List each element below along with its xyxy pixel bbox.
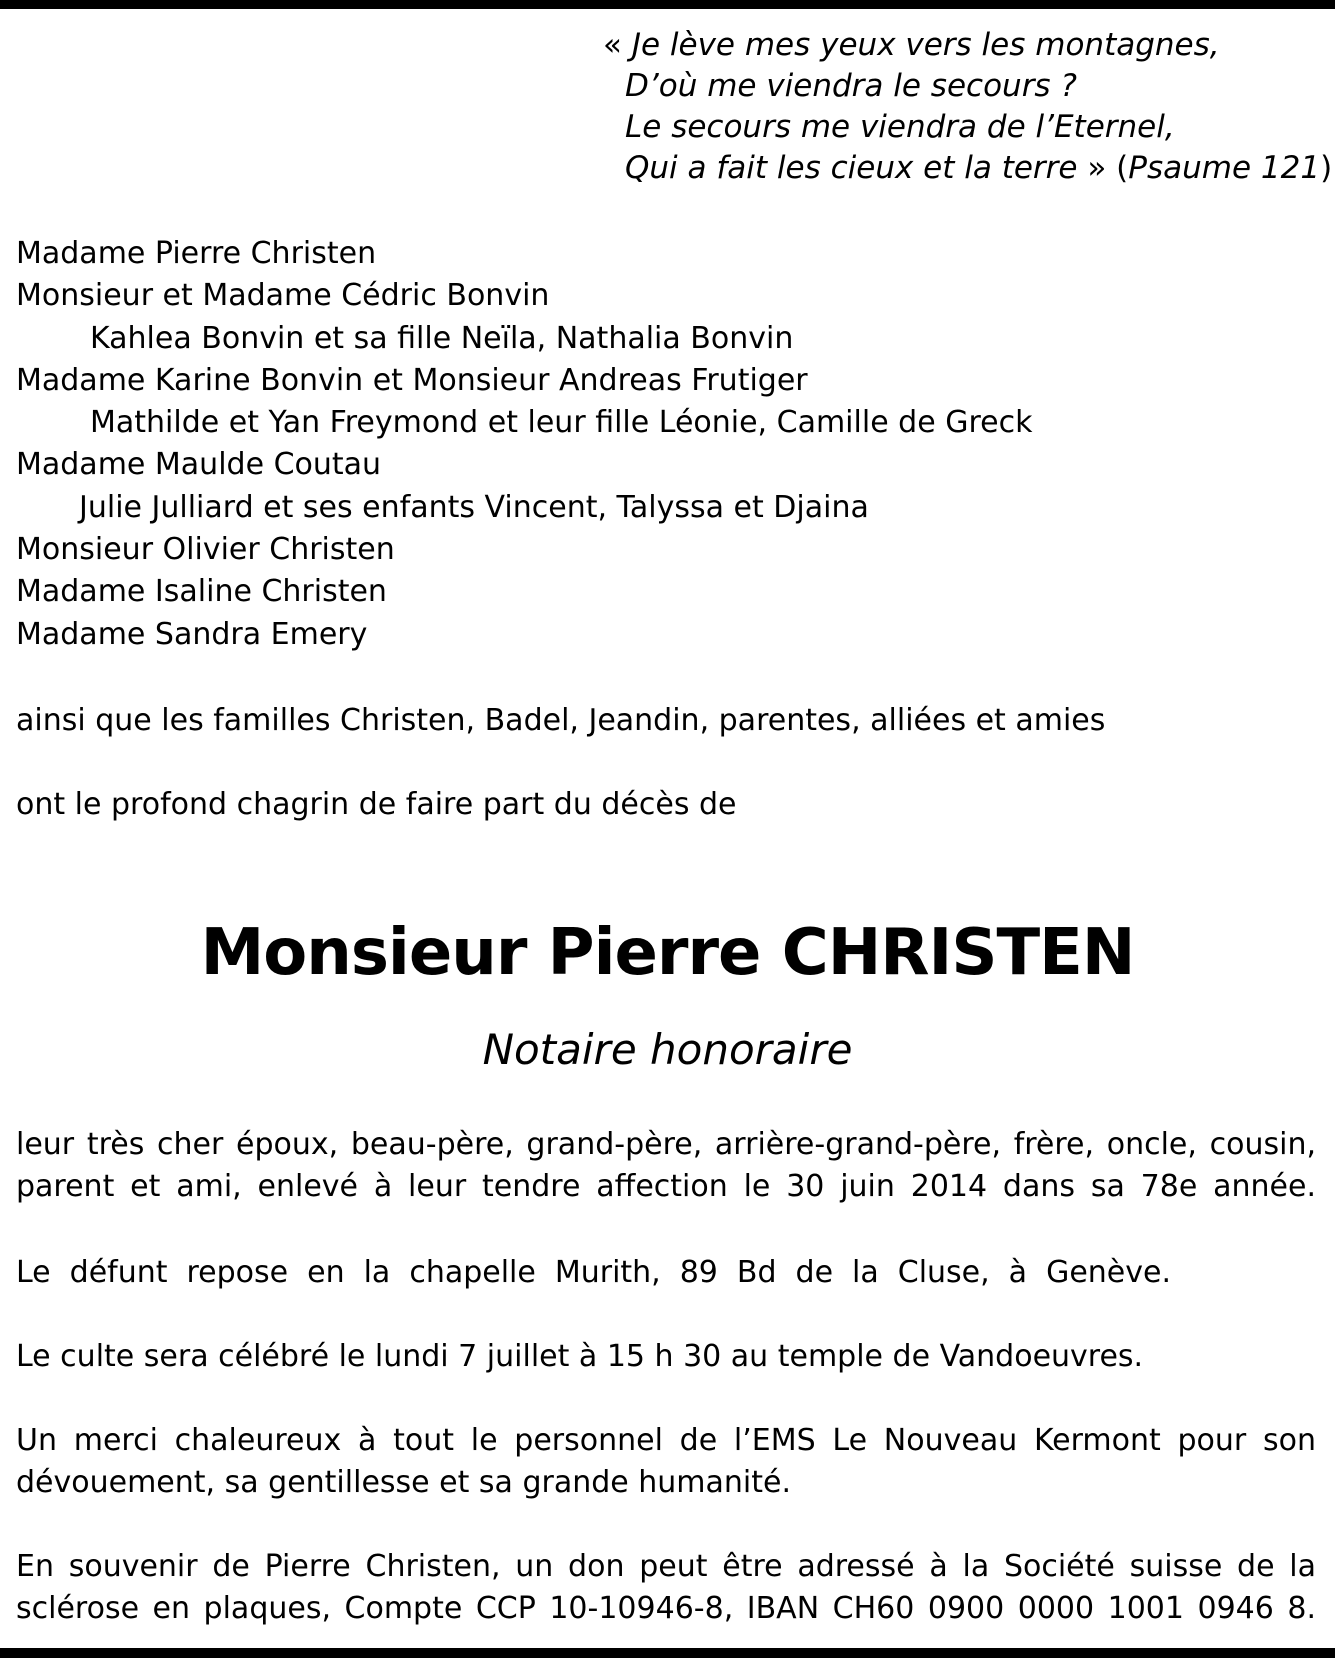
paragraph-line: En souvenir de Pierre Christen, un don peut être adressé à la Société suisse de la (16, 1549, 1316, 1584)
family-line: Madame Karine Bonvin et Monsieur Andreas Frutiger (16, 362, 808, 398)
quote-source-paren: ) (1320, 150, 1333, 186)
extended-families: ainsi que les familles Christen, Badel, Jeandin, parentes, alliées et amies (16, 703, 1106, 738)
paragraph-line: sclérose en plaques, Compte CCP 10-10946-8, IBAN CH60 0900 0000 1001 0946 8. (16, 1591, 1316, 1626)
family-line: Madame Sandra Emery (16, 616, 368, 652)
quote-line-1 (603, 25, 1332, 66)
quote-line-4 (603, 148, 1332, 189)
family-line: Madame Maulde Coutau (16, 447, 382, 483)
family-line: Madame Pierre Christen (16, 236, 377, 271)
service-paragraph (16, 1336, 1316, 1378)
quote-text: Je lève mes yeux vers les montagnes, (631, 27, 1220, 63)
top-border-rule (0, 0, 1335, 9)
rest-paragraph (16, 1252, 1316, 1294)
paragraph-line: Le défunt repose en la chapelle Murith, 89 Bd de la Cluse, à Genève. (16, 1255, 1171, 1290)
quote-open-mark: « (603, 27, 632, 63)
family-line: Monsieur Olivier Christen (16, 532, 395, 568)
quote-line-3: Le secours me viendra de l’Eternel, (625, 109, 1175, 145)
deceased-name: Monsieur Pierre CHRISTEN (200, 916, 1135, 990)
paragraph-line: Un merci chaleureux à tout le personnel de l’EMS Le Nouveau Kermont pour son (16, 1423, 1316, 1458)
family-line: Julie Julliard et ses enfants Vincent, Talyssa et Djaina (79, 489, 869, 525)
family-line: Kahlea Bonvin et sa fille Neïla, Nathalia Bonvin (90, 320, 794, 356)
quote-close-mark: » ( (1077, 150, 1129, 186)
family-list (16, 233, 1032, 656)
quote-text: Qui a fait les cieux et la terre (625, 150, 1078, 186)
paragraph-line: dévouement, sa gentillesse et sa grande humanité. (16, 1465, 792, 1500)
donation-paragraph (16, 1546, 1316, 1630)
thanks-paragraph (16, 1420, 1316, 1504)
psalm-quote (603, 25, 1332, 189)
quote-source: Psaume 121 (1128, 150, 1321, 186)
announcement-text: ont le profond chagrin de faire part du décès de (16, 787, 737, 822)
family-line: Madame Isaline Christen (16, 574, 387, 610)
paragraph-line: leur très cher époux, beau-père, grand-père, arrière-grand-père, frère, oncle, cousin, (16, 1127, 1316, 1162)
relation-paragraph (16, 1124, 1316, 1208)
paragraph-line: parent et ami, enlevé à leur tendre affection le 30 juin 2014 dans sa 78e année. (16, 1169, 1316, 1204)
quote-line-2: D’où me viendra le secours ? (625, 68, 1077, 104)
family-line: Monsieur et Madame Cédric Bonvin (16, 278, 550, 314)
family-line: Mathilde et Yan Freymond et leur fille Léonie, Camille de Greck (90, 405, 1033, 441)
bottom-border-rule (0, 1648, 1335, 1658)
deceased-title: Notaire honoraire (482, 1025, 853, 1074)
paragraph-line: Le culte sera célébré le lundi 7 juillet à 15 h 30 au temple de Vandoeuvres. (16, 1339, 1144, 1374)
